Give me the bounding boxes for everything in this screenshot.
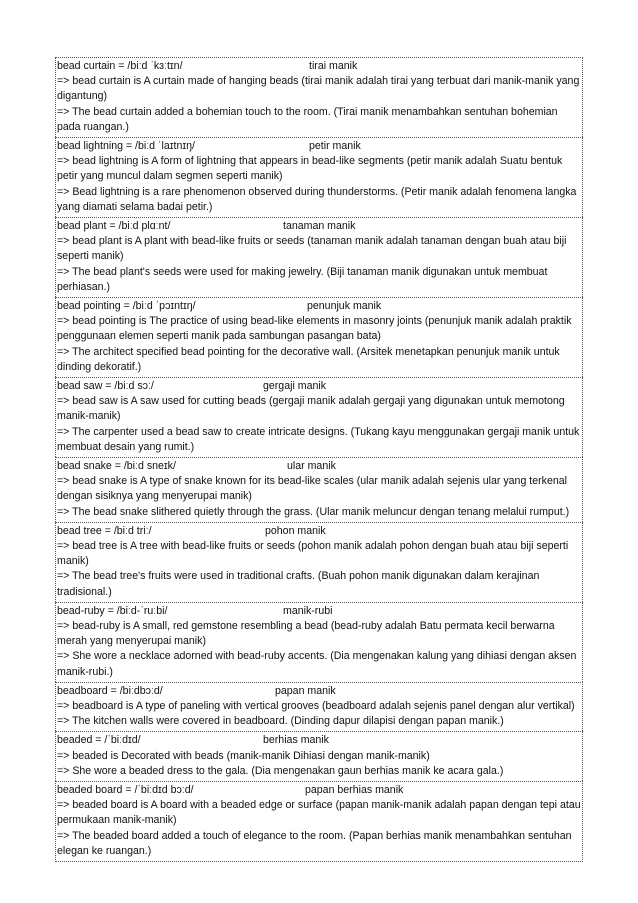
vocab-entry <box>55 602 583 682</box>
entry-translation: ular manik <box>287 460 336 472</box>
entry-definition: => bead plant is A plant with bead-like fruits or seeds (tanaman manik adalah tanaman dengan buah atau biji seperti manik) <box>57 235 567 263</box>
entry-example: => Bead lightning is a rare phenomenon observed during thunderstorms. (Petir manik adalah fenomena langka yang diamati selama badai petir.) <box>57 185 577 213</box>
entry-translation: pohon manik <box>265 524 326 537</box>
entry-example: => She wore a beaded dress to the gala. (Dia mengenakan gaun berhias manik ke acara gala.) <box>57 764 504 777</box>
entry-translation: papan berhias manik <box>305 783 404 796</box>
entry-example: => The bead tree's fruits were used in traditional crafts. (Buah pohon manik digunakan dalam kerajinan tradisional.) <box>57 570 540 598</box>
entry-word: bead pointing = /biːd ˈpɔɪntɪŋ/ <box>57 300 196 312</box>
entry-translation: penunjuk manik <box>307 300 382 312</box>
vocabulary-list <box>55 57 583 862</box>
vocab-entry <box>55 297 583 377</box>
entry-definition: => beadboard is A type of paneling with vertical grooves (beadboard adalah sejenis panel dengan alur vertikal) <box>57 699 575 712</box>
entry-word: bead curtain = /biːd ˈkɜːtɪn/ <box>57 60 183 72</box>
entry-definition: => bead snake is A type of snake known for its bead-like scales (ular manik adalah sejenis ular yang terkenal dengan sisiknya yang menyerupai manik) <box>57 475 567 503</box>
entry-example: => The carpenter used a bead saw to create intricate designs. (Tukang kayu menggunakan gergaji manik untuk membuat desain yang rumit.) <box>57 425 580 453</box>
vocab-entry <box>55 57 583 137</box>
entry-definition: => beaded is Decorated with beads (manik-manik Dihiasi dengan manik-manik) <box>57 749 430 762</box>
entry-translation: berhias manik <box>263 734 329 747</box>
entry-header <box>57 604 581 619</box>
entry-definition: => bead pointing is The practice of using bead-like elements in masonry joints (penunjuk manik adalah praktik penggunaan elemen seperti manik pada sambungan pasangan bata) <box>57 315 572 343</box>
entry-definition: => bead curtain is A curtain made of hanging beads (tirai manik adalah tirai yang terbuat dari manik-manik yang digantung) <box>57 75 580 103</box>
entry-translation: manik-rubi <box>283 604 333 617</box>
entry-definition: => bead-ruby is A small, red gemstone resembling a bead (bead-ruby adalah Batu permata kecil berwarna merah yang menyerupai manik) <box>57 619 555 648</box>
entry-definition: => beaded board is A board with a beaded edge or surface (papan manik-manik adalah papan dengan tepi atau permukaan manik-manik) <box>57 799 581 827</box>
entry-translation: gergaji manik <box>263 380 327 392</box>
entry-word: beaded board = /ˈbiːdɪd bɔːd/ <box>57 783 194 796</box>
entry-definition: => bead lightning is A form of lightning that appears in bead-like segments (petir manik adalah Suatu bentuk petir yang muncul dalam segmen seperti manik) <box>57 155 563 183</box>
entry-translation: petir manik <box>309 140 361 152</box>
entry-word: bead-ruby = /biːd-ˈruːbi/ <box>57 604 168 617</box>
entry-example: => The bead snake slithered quietly through the grass. (Ular manik meluncur dengan tenang melalui rumput.) <box>57 505 570 518</box>
vocab-entry <box>55 457 583 522</box>
vocab-entry <box>55 731 583 781</box>
entry-word: bead tree = /biːd triː/ <box>57 524 152 537</box>
vocab-entry <box>55 377 583 457</box>
vocab-entry <box>55 781 583 862</box>
entry-translation: papan manik <box>275 684 336 697</box>
entry-definition: => bead saw is A saw used for cutting beads (gergaji manik adalah gergaji yang digunakan untuk memotong manik-manik) <box>57 395 565 423</box>
entry-header <box>57 219 581 234</box>
entry-header <box>57 59 581 74</box>
entry-example: => The kitchen walls were covered in beadboard. (Dinding dapur dilapisi dengan papan manik.) <box>57 715 504 728</box>
entry-example: => The beaded board added a touch of elegance to the room. (Papan berhias manik menambahkan sentuhan elegan ke ruangan.) <box>57 829 572 857</box>
entry-example: => She wore a necklace adorned with bead-ruby accents. (Dia mengenakan kalung yang dihiasi dengan aksen manik-rubi.) <box>57 650 577 678</box>
entry-header <box>57 299 581 314</box>
entry-word: beaded = /ˈbiːdɪd/ <box>57 734 141 747</box>
entry-example: => The bead plant's seeds were used for making jewelry. (Biji tanaman manik digunakan untuk membuat perhiasan.) <box>57 265 548 293</box>
entry-header <box>57 139 581 154</box>
entry-header <box>57 733 581 748</box>
entry-word: beadboard = /biːdbɔːd/ <box>57 684 163 697</box>
entry-word: bead snake = /biːd sneɪk/ <box>57 460 176 472</box>
entry-example: => The architect specified bead pointing for the decorative wall. (Arsitek menetapkan penunjuk manik untuk dinding dekoratif.) <box>57 345 560 373</box>
vocab-entry <box>55 217 583 297</box>
entry-word: bead lightning = /biːd ˈlaɪtnɪŋ/ <box>57 140 195 152</box>
vocab-entry <box>55 682 583 732</box>
entry-word: bead saw = /biːd sɔː/ <box>57 380 154 392</box>
entry-translation: tanaman manik <box>283 220 356 232</box>
entry-header <box>57 783 581 798</box>
entry-header <box>57 524 581 539</box>
entry-translation: tirai manik <box>309 60 358 72</box>
entry-word: bead plant = /biːd plɑːnt/ <box>57 220 171 232</box>
vocab-entry <box>55 522 583 602</box>
entry-example: => The bead curtain added a bohemian touch to the room. (Tirai manik menambahkan sentuhan bohemian pada ruangan.) <box>57 105 558 133</box>
entry-definition: => bead tree is A tree with bead-like fruits or seeds (pohon manik adalah pohon dengan buah atau biji seperti manik) <box>57 539 569 568</box>
vocab-entry <box>55 137 583 217</box>
entry-header <box>57 684 581 699</box>
entry-header <box>57 379 581 394</box>
entry-header <box>57 459 581 474</box>
